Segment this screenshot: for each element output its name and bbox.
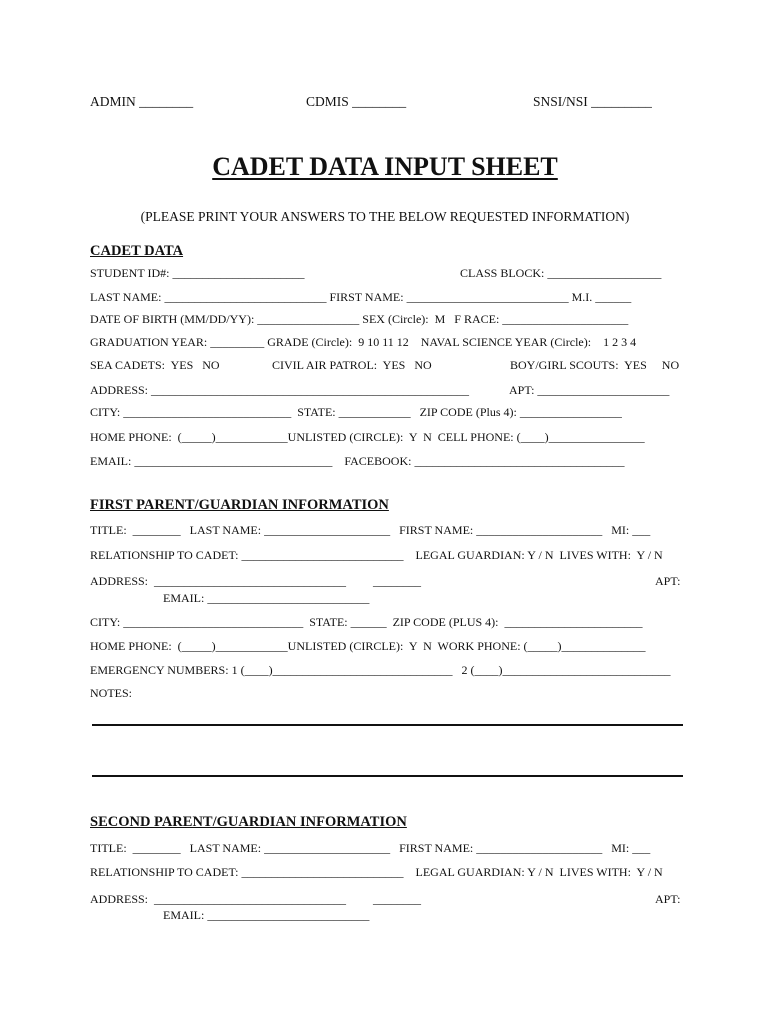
parent1-email-field[interactable]: EMAIL: ___________________________ <box>163 591 370 605</box>
parent1-address-field[interactable]: ADDRESS: ________________________________ ________ <box>90 574 422 588</box>
scouts-field[interactable]: BOY/GIRL SCOUTS: YES NO <box>510 358 680 372</box>
cadet-name-row[interactable]: LAST NAME: ___________________________ FIRST NAME: ___________________________ M.I. ______ <box>90 290 632 304</box>
section-heading-cadet-data: CADET DATA <box>90 243 184 259</box>
notes-line[interactable] <box>92 775 683 777</box>
cadet-city-state-zip-row[interactable]: CITY: ____________________________ STATE: ____________ ZIP CODE (Plus 4): _________________ <box>90 405 622 419</box>
notes-line[interactable] <box>92 724 683 726</box>
sea-cadets-field[interactable]: SEA CADETS: YES NO <box>90 358 220 372</box>
parent1-name-row[interactable]: TITLE: ________ LAST NAME: _____________________ FIRST NAME: _____________________ MI: ___ <box>90 523 651 537</box>
cadet-phone-row[interactable]: HOME PHONE: (_____)____________UNLISTED (CIRCLE): Y N CELL PHONE: (____)________________ <box>90 430 645 444</box>
parent1-phone-row[interactable]: HOME PHONE: (_____)____________UNLISTED (CIRCLE): Y N WORK PHONE: (_____)______________ <box>90 639 646 653</box>
class-block-field[interactable]: CLASS BLOCK: ___________________ <box>460 266 662 280</box>
parent2-apt-label: APT: <box>655 892 681 906</box>
graduation-grade-row[interactable]: GRADUATION YEAR: _________ GRADE (Circle): 9 10 11 12 NAVAL SCIENCE YEAR (Circle): 1 2 3 4 <box>90 335 637 349</box>
cadet-address-field[interactable]: ADDRESS: _____________________________________________________ <box>90 383 470 397</box>
snsi-nsi-field[interactable]: SNSI/NSI _________ <box>533 94 652 109</box>
student-id-field[interactable]: STUDENT ID#: ______________________ <box>90 266 305 280</box>
dob-sex-race-row[interactable]: DATE OF BIRTH (MM/DD/YY): _________________ SEX (Circle): M F RACE: _____________________ <box>90 312 629 326</box>
parent2-relationship-row[interactable]: RELATIONSHIP TO CADET: ___________________________ LEGAL GUARDIAN: Y / N LIVES WITH: Y / N <box>90 865 663 879</box>
cadet-email-facebook-row[interactable]: EMAIL: _________________________________ FACEBOOK: ___________________________________ <box>90 454 625 468</box>
admin-field[interactable]: ADMIN ________ <box>90 94 194 109</box>
parent1-notes-label: NOTES: <box>90 686 132 700</box>
civil-air-patrol-field[interactable]: CIVIL AIR PATROL: YES NO <box>272 358 432 372</box>
section-heading-first-parent: FIRST PARENT/GUARDIAN INFORMATION <box>90 497 389 513</box>
parent1-relationship-row[interactable]: RELATIONSHIP TO CADET: ___________________________ LEGAL GUARDIAN: Y / N LIVES WITH: Y / N <box>90 548 663 562</box>
parent1-city-state-zip-row[interactable]: CITY: ______________________________ STATE: ______ ZIP CODE (PLUS 4): _______________________ <box>90 615 643 629</box>
cadet-apt-field[interactable]: APT: ______________________ <box>509 383 670 397</box>
parent2-name-row[interactable]: TITLE: ________ LAST NAME: _____________________ FIRST NAME: _____________________ MI: ___ <box>90 841 651 855</box>
parent2-address-field[interactable]: ADDRESS: ________________________________ ________ <box>90 892 422 906</box>
cdmis-field[interactable]: CDMIS ________ <box>306 94 407 109</box>
section-heading-second-parent: SECOND PARENT/GUARDIAN INFORMATION <box>90 814 407 830</box>
page-subtitle: (PLEASE PRINT YOUR ANSWERS TO THE BELOW REQUESTED INFORMATION) <box>140 209 630 224</box>
page-title: CADET DATA INPUT SHEET <box>212 152 558 181</box>
parent2-email-field[interactable]: EMAIL: ___________________________ <box>163 908 370 922</box>
parent1-emergency-row[interactable]: EMERGENCY NUMBERS: 1 (____)______________________________ 2 (____)____________________________ <box>90 663 671 677</box>
parent1-apt-label: APT: <box>655 574 681 588</box>
